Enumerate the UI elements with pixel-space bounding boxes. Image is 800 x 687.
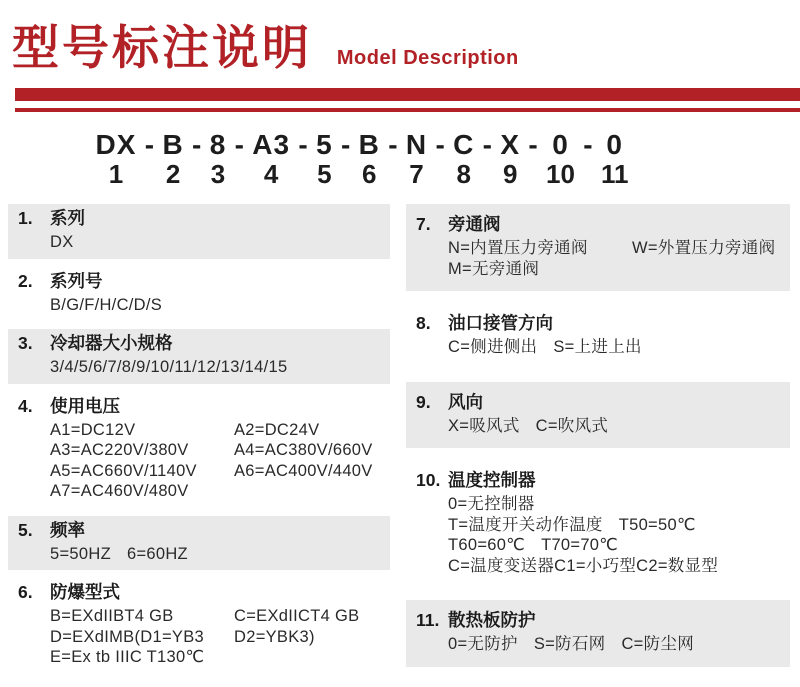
item-value: T60=60℃ (448, 536, 526, 554)
item-line (50, 440, 380, 461)
item-line (448, 515, 780, 536)
code-char: 8 (209, 129, 227, 160)
code-char: B (162, 129, 184, 160)
spec-item-1 (8, 204, 390, 259)
item-value: N=内置压力旁通阀 (448, 239, 588, 257)
spec-item-10 (406, 466, 790, 582)
item-head (416, 392, 780, 413)
item-line (50, 606, 380, 627)
item-value: A5=AC660V/1140V (50, 461, 197, 480)
item-line (448, 259, 780, 280)
code-char: 5 (316, 129, 333, 160)
item-body (18, 232, 380, 253)
item-line (448, 416, 780, 437)
item-number: 2. (18, 270, 33, 291)
item-value: A7=AC460V/480V (50, 482, 189, 500)
code-char: DX (95, 129, 137, 160)
code-char: 0 (552, 129, 569, 160)
code-segment-8 (451, 130, 476, 188)
item-number: 9. (416, 391, 431, 412)
item-value: D=EXdIMB(D1=YB3 (50, 627, 204, 646)
item-line (448, 494, 780, 515)
item-line (50, 295, 380, 316)
code-segment-4 (250, 130, 292, 188)
item-body (18, 606, 380, 668)
item-value: A6=AC400V/440V (234, 461, 373, 480)
code-char: X (500, 129, 521, 160)
item-value: X=吸风式 (448, 416, 520, 435)
item-value: M=无旁通阀 (448, 259, 540, 278)
item-body (416, 634, 780, 655)
item-value: T50=50℃ (618, 515, 696, 534)
item-head (18, 582, 380, 603)
code-separator: - (528, 129, 538, 160)
item-body (416, 238, 780, 279)
code-separator: - (192, 129, 202, 160)
position-number: 7 (409, 159, 424, 189)
item-body (18, 357, 380, 378)
item-line (50, 481, 380, 502)
spec-item-9 (406, 382, 790, 449)
code-char: B (358, 129, 380, 160)
spec-item-5 (8, 516, 390, 571)
model-code (94, 130, 631, 188)
spec-item-2 (8, 267, 390, 322)
item-value: D2=YBK3) (234, 627, 315, 646)
item-number: 10. (416, 470, 441, 490)
spec-columns (8, 204, 792, 685)
item-value: C=侧进侧出 (448, 338, 538, 356)
item-body (18, 544, 380, 565)
code-char: 0 (606, 129, 623, 160)
code-char: N (405, 129, 428, 160)
code-segment-6 (357, 130, 382, 188)
position-number: 4 (263, 159, 279, 189)
item-value: DX (50, 233, 74, 251)
item-head (416, 214, 780, 235)
item-value: C=防尘网 (621, 635, 695, 653)
code-segment-9 (498, 130, 522, 188)
item-body (416, 416, 780, 437)
item-head (416, 610, 780, 631)
code-separator: - (144, 129, 155, 160)
item-value: A4=AC380V/660V (234, 441, 373, 459)
page-header (0, 0, 800, 112)
item-title: 散热板防护 (448, 610, 536, 630)
divider-bar-thin (15, 108, 800, 112)
item-value: 5=50HZ (50, 544, 111, 563)
position-number: 8 (456, 159, 471, 189)
item-line (448, 238, 780, 259)
item-body (416, 337, 780, 358)
item-value: W=外置压力旁通阀 (632, 239, 776, 257)
item-title: 油口接管方向 (448, 313, 553, 333)
code-segment-1 (94, 130, 139, 188)
item-title: 温度控制器 (448, 470, 536, 490)
item-title: 风向 (448, 391, 483, 412)
item-head (416, 313, 780, 334)
item-title: 旁通阀 (448, 214, 501, 234)
spec-column-right (406, 204, 790, 685)
item-line (50, 647, 380, 668)
item-number: 4. (18, 395, 33, 416)
item-line (448, 634, 780, 655)
item-value: T70=70℃ (541, 536, 619, 554)
item-value: 6=60HZ (126, 544, 188, 563)
code-segment-7 (404, 130, 429, 188)
item-line (448, 556, 780, 577)
spec-item-8 (406, 309, 790, 364)
item-value: 3/4/5/6/7/8/9/10/11/12/13/14/15 (50, 358, 288, 376)
item-number: 1. (18, 208, 33, 228)
item-value: A3=AC220V/380V (50, 441, 189, 459)
item-head (18, 208, 380, 229)
code-separator: - (234, 129, 244, 160)
item-number: 3. (18, 333, 33, 353)
code-segment-3 (208, 130, 229, 188)
item-line (448, 337, 780, 358)
code-segment-11 (599, 130, 631, 188)
page-title (12, 21, 800, 74)
code-separator: - (482, 129, 492, 160)
item-body (416, 494, 780, 576)
item-title: 防爆型式 (50, 582, 120, 602)
item-title: 系列 (50, 208, 85, 228)
spec-item-7 (406, 204, 790, 291)
item-value: C=温度变送器C1=小巧型C2=数显型 (448, 556, 719, 575)
item-title: 冷却器大小规格 (50, 333, 173, 353)
spec-item-3 (8, 329, 390, 384)
position-number: 5 (317, 159, 332, 189)
code-segment-10 (544, 130, 577, 188)
item-line (448, 535, 780, 556)
item-value: A1=DC12V (50, 420, 136, 439)
spec-item-6 (8, 578, 390, 674)
item-head (416, 470, 780, 491)
item-value: C=EXdIICT4 GB (234, 607, 360, 625)
divider-bar-thick (15, 88, 800, 101)
code-char: C (453, 129, 475, 160)
spec-item-11 (406, 600, 790, 667)
position-number: 2 (165, 159, 181, 189)
item-body (18, 420, 380, 502)
item-value: S=防石网 (533, 635, 606, 653)
item-line (50, 461, 380, 482)
item-number: 5. (18, 519, 33, 540)
item-value: A2=DC24V (234, 420, 320, 439)
item-title: 频率 (50, 519, 85, 540)
position-number: 10 (546, 159, 575, 189)
position-number: 9 (502, 159, 518, 189)
item-line (50, 420, 380, 441)
item-value: B/G/F/H/C/D/S (50, 295, 163, 314)
code-separator: - (298, 129, 308, 160)
item-value: E=Ex tb IIIC T130℃ (50, 648, 205, 666)
code-char: A3 (252, 129, 291, 160)
item-value: C=吹风式 (535, 416, 609, 435)
item-head (18, 520, 380, 541)
position-number: 6 (362, 159, 377, 189)
code-separator: - (340, 129, 351, 160)
spec-item-4 (8, 392, 390, 508)
code-separator: - (435, 129, 445, 160)
item-line (50, 232, 380, 253)
item-value: 0=无防护 (448, 635, 518, 653)
code-segment-2 (160, 130, 185, 188)
item-line (50, 544, 380, 565)
item-head (18, 333, 380, 354)
spec-column-left (8, 204, 390, 685)
item-value: B=EXdIIBT4 GB (50, 607, 174, 625)
item-value: T=温度开关动作温度 (448, 515, 603, 534)
item-number: 7. (416, 214, 431, 234)
item-title: 使用电压 (50, 395, 120, 416)
item-title: 系列号 (50, 270, 103, 291)
item-value: S=上进上出 (553, 338, 642, 356)
item-number: 11. (416, 610, 440, 630)
item-line (50, 357, 380, 378)
item-head (18, 271, 380, 292)
page-title-zh: 型号标注说明 (12, 21, 312, 74)
page-title-en: Model Description (336, 47, 519, 69)
position-number: 11 (600, 159, 629, 189)
item-number: 8. (416, 313, 431, 333)
item-number: 6. (18, 582, 33, 602)
code-separator: - (388, 129, 398, 160)
item-head (18, 396, 380, 417)
item-body (18, 295, 380, 316)
item-line (50, 627, 380, 648)
code-separator: - (583, 129, 593, 160)
item-value: 0=无控制器 (448, 495, 535, 513)
position-number: 3 (210, 159, 226, 189)
position-number: 1 (108, 159, 124, 189)
code-segment-5 (314, 130, 335, 188)
